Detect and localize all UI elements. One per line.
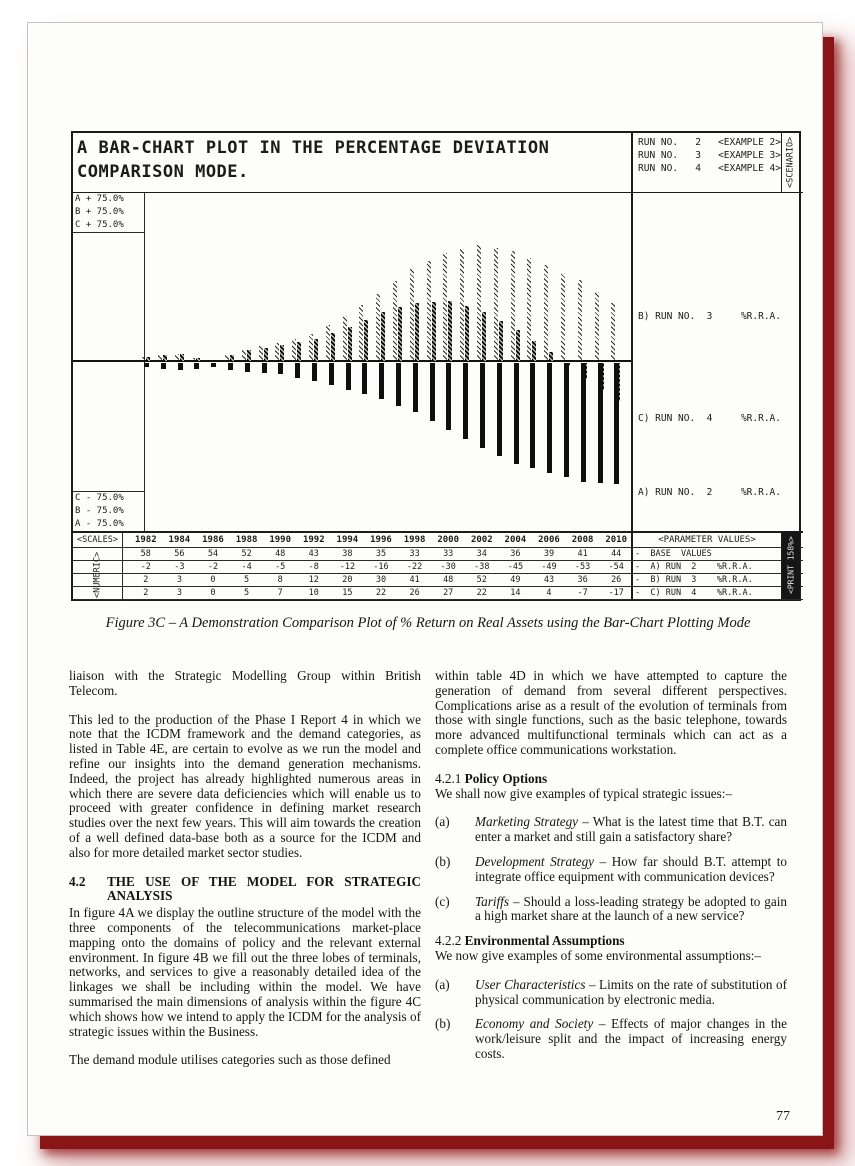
paragraph: This led to the production of the Phase I Report 4 in which we note that the ICDM framework and the demand categories, as listed in Table 4E, are certain to evolve as we run the model and refine our insights into the demand generation mechanisms. Indeed, the project has already highlighted numerous areas in which there are severe data deficiencies which will enable us to proceed with greater confidence in defining market research studies over the next few years. This will aim towards the creation of a well defined data-base both as a source for the ICDM and also for more detailed market sector studies. <box>69 711 421 860</box>
table-cell: 48 <box>275 549 286 559</box>
bar-b <box>292 339 296 361</box>
bar-b <box>191 358 195 361</box>
table-row <box>73 574 803 587</box>
figure-3c-plot <box>71 131 801 601</box>
bar-b <box>158 355 162 361</box>
year-tick: 1994 <box>336 535 359 545</box>
figure-caption: Figure 3C – A Demonstration Comparison Plot of % Return on Real Assets using the Bar-Chart Plotting Mode <box>105 615 751 631</box>
bar-b <box>561 273 565 361</box>
item-term: User Characteristics <box>475 976 586 992</box>
run-legend <box>638 136 781 174</box>
bar-c <box>280 345 284 361</box>
year-tick: 1990 <box>269 535 292 545</box>
bar-c <box>381 312 385 361</box>
table-cell: 26 <box>409 588 420 598</box>
bar-c <box>348 327 352 361</box>
bar-c <box>415 303 419 361</box>
bar-c <box>448 301 452 361</box>
bar-a <box>396 363 401 406</box>
chart-plot-area <box>73 193 631 531</box>
bar-b <box>343 316 347 361</box>
table-cell: 27 <box>443 588 454 598</box>
year-tick: 1992 <box>302 535 325 545</box>
table-cell: 20 <box>342 575 353 585</box>
section-intro: We now give examples of some environmental assumptions:– <box>435 947 761 963</box>
scales-label: <SCALES> <box>73 533 123 549</box>
year-tick: 2002 <box>470 535 493 545</box>
table-row-label: - B) RUN 3 %R.R.A. <box>635 575 753 585</box>
list-item: (a) Marketing Strategy – What is the latest time that B.T. can enter a market and still gain a satisfactory share? <box>435 814 787 845</box>
table-cell: 58 <box>140 549 151 559</box>
bar-a <box>446 363 451 430</box>
item-term: Development Strategy <box>475 853 595 869</box>
year-tick: 2000 <box>437 535 460 545</box>
table-row <box>73 548 803 561</box>
list-item: (a) User Characteristics – Limits on the rate of substitution of physical communication by electronic media. <box>435 976 787 1007</box>
left-column <box>69 669 421 1068</box>
bar-b <box>326 325 330 361</box>
bar-b <box>443 253 447 361</box>
paragraph: within table 4D in which we have attempted to capture the generation of demand from several different perspectives. Complications arise as a result of the evolution of terminals from those with single functions, such as the basic telephone, towards more advanced multifunctional terminals which can act as a complete office communications workstation. <box>435 668 787 757</box>
table-cell: 22 <box>375 588 387 598</box>
bar-a <box>413 363 418 412</box>
bar-a <box>228 363 233 370</box>
run-legend-row: RUN NO. 3 <EXAMPLE 3> <box>638 150 781 161</box>
item-term: Marketing Strategy <box>475 814 579 830</box>
bar-b <box>477 245 481 361</box>
table-cell: 48 <box>443 575 454 585</box>
bar-c <box>163 355 167 361</box>
table-cell: -2 <box>207 562 219 572</box>
bar-c <box>432 302 436 361</box>
table-cell: -38 <box>474 562 490 572</box>
table-cell: 5 <box>244 588 250 598</box>
item-term: Economy and Society <box>475 1016 594 1032</box>
table-cell: 52 <box>476 575 487 585</box>
bar-b <box>527 258 531 361</box>
bar-a <box>245 363 250 372</box>
table-cell: -16 <box>373 562 389 572</box>
table-cell: 10 <box>308 588 319 598</box>
bar-a <box>530 363 535 468</box>
table-cell: 56 <box>174 549 185 559</box>
bar-b <box>259 346 263 361</box>
bar-c <box>146 357 150 361</box>
table-cell: 26 <box>611 575 622 585</box>
bar-a <box>211 363 216 367</box>
numeric-box <box>73 548 123 601</box>
page <box>27 22 823 1136</box>
scenario-label: <SCENARIO> <box>785 136 796 189</box>
table-cell: -54 <box>608 562 624 572</box>
bar-b <box>275 343 279 361</box>
print-label: <PRINT 158%> <box>786 536 796 594</box>
bar-a <box>598 363 603 483</box>
table-cell: 54 <box>207 549 219 559</box>
table-cell: 36 <box>510 549 521 559</box>
scale-labels-bottom: C - 75.0% B - 75.0% A - 75.0% <box>73 491 145 531</box>
bar-a <box>581 363 586 482</box>
table-cell: 15 <box>342 588 353 598</box>
year-tick: 1982 <box>134 535 157 545</box>
year-tick: 1988 <box>235 535 258 545</box>
scale-labels-top: A + 75.0% B + 75.0% C + 75.0% <box>73 193 145 233</box>
list-item: (c) Tariffs – Should a loss-leading strategy be adopted to gain a high market share at the launch of a new service? <box>435 893 787 924</box>
bar-b <box>225 355 229 361</box>
table-cell: 3 <box>176 588 182 598</box>
bar-c <box>247 350 251 361</box>
year-tick: 1996 <box>370 535 392 545</box>
legend-divider-line <box>631 133 633 599</box>
bar-b <box>410 269 414 361</box>
bar-a <box>379 363 384 399</box>
table-cell: 22 <box>476 588 487 598</box>
table-cell: 2 <box>143 575 149 585</box>
bar-a <box>463 363 468 439</box>
parameter-values-label: <PARAMETER VALUES> <box>658 535 756 545</box>
bar-a <box>514 363 519 464</box>
table-cell: 41 <box>577 549 588 559</box>
table-cell: -49 <box>541 562 557 572</box>
table-cell: 14 <box>510 588 521 598</box>
table-cell: 36 <box>577 575 588 585</box>
bar-a <box>362 363 367 394</box>
bar-c <box>196 358 200 361</box>
year-tick: 2006 <box>538 535 560 545</box>
paragraph: In figure 4A we display the outline structure of the model with the three components of the telecommunications market-place mapping onto the domains of policy and the relevant external environment. In figure 4B we fill out the three lobes of terminals, networks, and services to give a reasonably detailed idea of the linkages we shall be including within the model. We have summarised the main dimensions of analysis within the figure 4C which shows how we intend to apply the ICDM for the analysis of strategic issues within the Business. <box>69 905 421 1039</box>
table-cell: -3 <box>174 562 185 572</box>
bar-b <box>460 249 464 361</box>
bar-b <box>393 281 397 361</box>
bar-c <box>180 354 184 361</box>
scenario-box <box>781 133 799 192</box>
year-tick: 2008 <box>571 535 594 545</box>
list-item: (b) Economy and Society – Effects of major changes in the work/leisure split and the impact of increasing energy costs. <box>435 1016 787 1061</box>
table-cell: 35 <box>375 549 387 559</box>
bar-a <box>329 363 334 385</box>
table-row-label: - A) RUN 2 %R.R.A. <box>635 562 753 572</box>
table-cell: -7 <box>577 588 588 598</box>
year-axis-row <box>73 531 803 548</box>
bar-c <box>364 320 368 361</box>
bar-a <box>194 363 199 369</box>
table-cell: 49 <box>510 575 521 585</box>
bar-a <box>278 363 283 374</box>
table-cell: 8 <box>277 575 283 585</box>
table-cell: 44 <box>611 549 622 559</box>
table-cell: 43 <box>543 575 555 585</box>
bar-c <box>549 352 553 361</box>
bar-a <box>346 363 351 390</box>
table-cell: 30 <box>375 575 387 585</box>
bar-c <box>331 333 335 361</box>
bar-c <box>297 342 301 361</box>
table-cell: -22 <box>406 562 423 572</box>
bar-a <box>295 363 300 378</box>
bar-c <box>230 355 234 361</box>
table-row <box>73 561 803 574</box>
right-column <box>435 669 787 1072</box>
table-cell: -53 <box>574 562 591 572</box>
table-cell: 0 <box>210 588 216 598</box>
section-intro: We shall now give examples of typical strategic issues:– <box>435 785 733 801</box>
bar-b <box>141 357 145 361</box>
bar-c <box>264 348 268 361</box>
bar-b <box>359 305 363 361</box>
bar-c <box>482 312 486 361</box>
bar-a <box>564 363 569 477</box>
bar-a <box>480 363 485 448</box>
item-term: Tariffs <box>475 893 509 909</box>
bar-b <box>242 350 246 361</box>
bar-b <box>595 292 599 361</box>
table-cell: 12 <box>308 575 319 585</box>
table-cell: 4 <box>546 588 552 598</box>
bar-a <box>161 363 166 369</box>
section-heading-4-2-2: 4.2.2 Environmental Assumptions <box>435 933 625 949</box>
year-tick: 1984 <box>168 535 191 545</box>
bar-b <box>578 280 582 361</box>
section-heading-4-2-1: 4.2.1 Policy Options <box>435 770 548 786</box>
bar-c <box>398 307 402 361</box>
bar-a <box>178 363 183 370</box>
series-marker-b: B) RUN NO. 3 %R.R.A. <box>638 311 781 322</box>
bar-b <box>427 261 431 361</box>
bar-a <box>312 363 317 381</box>
bar-b <box>175 354 179 361</box>
table-cell: 33 <box>409 549 420 559</box>
year-tick: 2010 <box>605 535 628 545</box>
run-legend-row: RUN NO. 4 <EXAMPLE 4> <box>638 163 781 174</box>
table-cell: -30 <box>440 562 456 572</box>
bar-b <box>309 334 313 361</box>
year-tick: 1998 <box>403 535 426 545</box>
table-cell: 34 <box>476 549 487 559</box>
table-cell: 2 <box>143 588 149 598</box>
numeric-label: <NUMERIC> <box>92 551 103 598</box>
print-box <box>781 531 800 599</box>
paragraph: The demand module utilises categories such as those defined <box>69 1052 391 1068</box>
table-cell: -17 <box>608 588 624 598</box>
bar-b <box>611 303 615 361</box>
bar-a <box>262 363 267 373</box>
bar-c <box>516 330 520 361</box>
year-tick: 1986 <box>202 535 224 545</box>
page-number: 77 <box>776 1109 790 1124</box>
bar-a <box>614 363 619 484</box>
bar-a <box>497 363 502 456</box>
list-item: (b) Development Strategy – How far should B.T. attempt to integrate office equipment with communication devices? <box>435 853 787 884</box>
table-cell: -4 <box>241 562 252 572</box>
year-tick: 2004 <box>504 535 527 545</box>
bar-c <box>499 321 503 361</box>
table-cell: -2 <box>140 562 151 572</box>
table-cell: 43 <box>308 549 319 559</box>
table-cell: 33 <box>443 549 454 559</box>
bar-c <box>465 306 469 361</box>
paragraph: liaison with the Strategic Modelling Group within British Telecom. <box>69 668 421 698</box>
table-cell: 41 <box>409 575 420 585</box>
table-cell: -12 <box>339 562 356 572</box>
table-cell: 3 <box>176 575 182 585</box>
series-marker-a: A) RUN NO. 2 %R.R.A. <box>638 487 781 498</box>
table-cell: -8 <box>308 562 319 572</box>
bar-a <box>144 363 149 367</box>
table-cell: 52 <box>241 549 252 559</box>
chart-title: A BAR-CHART PLOT IN THE PERCENTAGE DEVIATION COMPARISON MODE. <box>77 138 550 182</box>
section-heading-4-2: 4.2 THE USE OF THE MODEL FOR STRATEGIC ANALYSIS <box>69 873 421 904</box>
run-legend-row: RUN NO. 2 <EXAMPLE 2> <box>638 137 781 148</box>
table-cell: 38 <box>342 549 353 559</box>
bar-a <box>430 363 435 421</box>
bar-b <box>511 251 515 361</box>
table-row-label: - BASE VALUES <box>635 549 712 559</box>
bar-b <box>376 294 380 361</box>
bar-c <box>314 339 318 361</box>
bar-b <box>494 248 498 361</box>
table-row-label: - C) RUN 4 %R.R.A. <box>635 588 753 598</box>
table-cell: -5 <box>275 562 286 572</box>
table-cell: 5 <box>244 575 250 585</box>
table-cell: 7 <box>277 588 283 598</box>
bar-c <box>532 341 536 361</box>
series-marker-c: C) RUN NO. 4 %R.R.A. <box>638 413 781 424</box>
table-row <box>73 587 803 600</box>
table-cell: 0 <box>210 575 216 585</box>
bar-a <box>547 363 552 473</box>
bar-b <box>544 265 548 361</box>
table-cell: -45 <box>507 562 524 572</box>
table-cell: 39 <box>543 549 555 559</box>
